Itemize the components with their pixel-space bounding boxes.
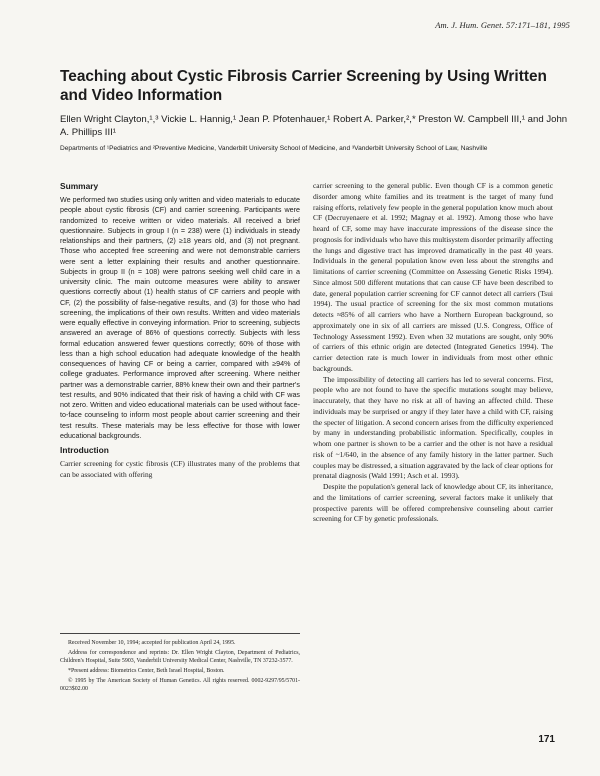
summary-heading: Summary [60,181,99,191]
introduction-text: Carrier screening for cystic fibrosis (CF) illustrates many of the problems that can be associated with offering [60,459,300,479]
left-column [60,181,300,480]
summary-section [60,181,300,441]
article-title: Teaching about Cystic Fibrosis Carrier Screening by Using Written and Video Information [60,68,547,104]
footnote-correspondence: Address for correspondence and reprints: Dr. Ellen Wright Clayton, Department of Pediatrics, Children's Hospital, Suite 5903, Vanderbilt University Medical Center, Nashville, TN 37232-3577. [60,650,300,664]
author-list: Ellen Wright Clayton,¹,³ Vickie L. Hannig,¹ Jean P. Pfotenhauer,¹ Robert A. Parker,²,* Preston W. Campbell III,¹ and John A. Phillips III¹ [60,114,568,138]
body-paragraph: The impossibility of detecting all carriers has led to several concerns. First, people who are not found to have the specific mutations sought may believe, inaccurately, that they have no risk at all of having an affected child. These individuals may be surprised or angry if they later have a child with CF, raising the specter of litigation. A second concern arises from the difficulty experienced by many in understanding probabilistic information. Specifically, couples in whom one partner is shown to be a carrier and the other is not have a residual risk of ~1/640, in the absence of any family history in the latter partner. Such couples may be distressed, a situation aggravated by the lack of clear options for prenatal diagnosis (Wald 1991; Asch et al. 1993). [313,374,553,481]
introduction-section [60,445,300,480]
affiliations: Departments of ¹Pediatrics and ²Preventive Medicine, Vanderbilt University School of Medicine, and ³Vanderbilt University School of Law, Nashville [60,145,488,152]
introduction-heading: Introduction [60,445,109,455]
page-number: 171 [538,734,555,745]
footnote-copyright: © 1995 by The American Society of Human Genetics. All rights reserved. 0002-9297/95/5701-0023$02.00 [60,678,300,692]
summary-text: We performed two studies using only written and video materials to educate people about cystic fibrosis (CF) and carrier screening. Participants were randomized to receive written or video materials. All received a brief questionnaire. Subjects in group I (n = 238) were (1) individuals in steady relationships and their partners, (2) ≥18 years old, and (3) not pregnant. Those who accepted free screening and were not demonstrable carriers were sent a letter explaining their results and another questionnaire. Subjects in group II (n = 108) were patrons seeking well child care in a university clinic. The main outcome measures were ability to answer questions correctly about (1) health status of CF carriers and people with CF, (2) the possibility of false-negative results, and (3) for those who had screening, the implications of their own results. Written and video materials were equally effective in conveying information. Prior to screening, subjects answered an average of 86% of questions correctly. Subjects with less formal education answered fewer questions correctly; 60% of those with less than a high school education had adequate knowledge of the health consequences of having CF or being a carrier, compared with ≥94% of college graduates. Performance improved after screening. Where neither partner was a demonstrable carrier, 88% knew their own and their partner's test results, and 90% indicated that their risk of having a child with CF was not zero. Written and video educational materials can be used without face-to-face counseling to inform most people about carrier screening and their test results. These materials may be less effective for those with lower educational backgrounds. [60,196,300,440]
footnote-present-address: *Present address: Biometrics Center, Beth Israel Hospital, Boston. [68,668,225,674]
footnote-received: Received November 10, 1994; accepted for publication April 24, 1995. [68,640,236,646]
right-column [313,181,553,525]
body-paragraph: carrier screening to the general public. Even though CF is a common genetic disorder among white families and its treatment is the target of many fund raising efforts, relatively few people in the general population know much about CF (Decruyenaere et al. 1992; Magnay et al. 1992). Among those who have heard of CF, some may have inaccurate impressions of the disease since the prognosis for individuals who have this multisystem disorder primarily affecting the lungs and digestive tract has improved dramatically in the past 40 years. Individuals in the general population know even less about the strengths and limitations of carrier screening (Committee on Assessing Genetic Risks 1994). Since almost 500 different mutations that can cause CF have been described to date, general population carrier screening for CF cannot detect all carriers (Tsui 1994). The usual practice of screening for the six most common mutations detects ≈85% of all carriers who have a Northern European background, so approximately one in six of all carriers are missed (U.S. Congress, Office of Technology Assessment 1992). Even when 32 mutations are sought, only 90% of carriers of this ethnic origin are detected (Integrated Genetics 1994). The carrier detection rate is much lower in individuals from most other ethnic backgrounds. [313,181,553,373]
footnotes [60,633,300,695]
journal-citation: Am. J. Hum. Genet. 57:171–181, 1995 [435,20,570,30]
body-paragraph: Despite the population's general lack of knowledge about CF, its inheritance, and the limitations of carrier screening, several factors make it unlikely that prospective parents will be offered comprehensive counseling about carrier screening for CF by genetic professionals. [313,482,553,524]
